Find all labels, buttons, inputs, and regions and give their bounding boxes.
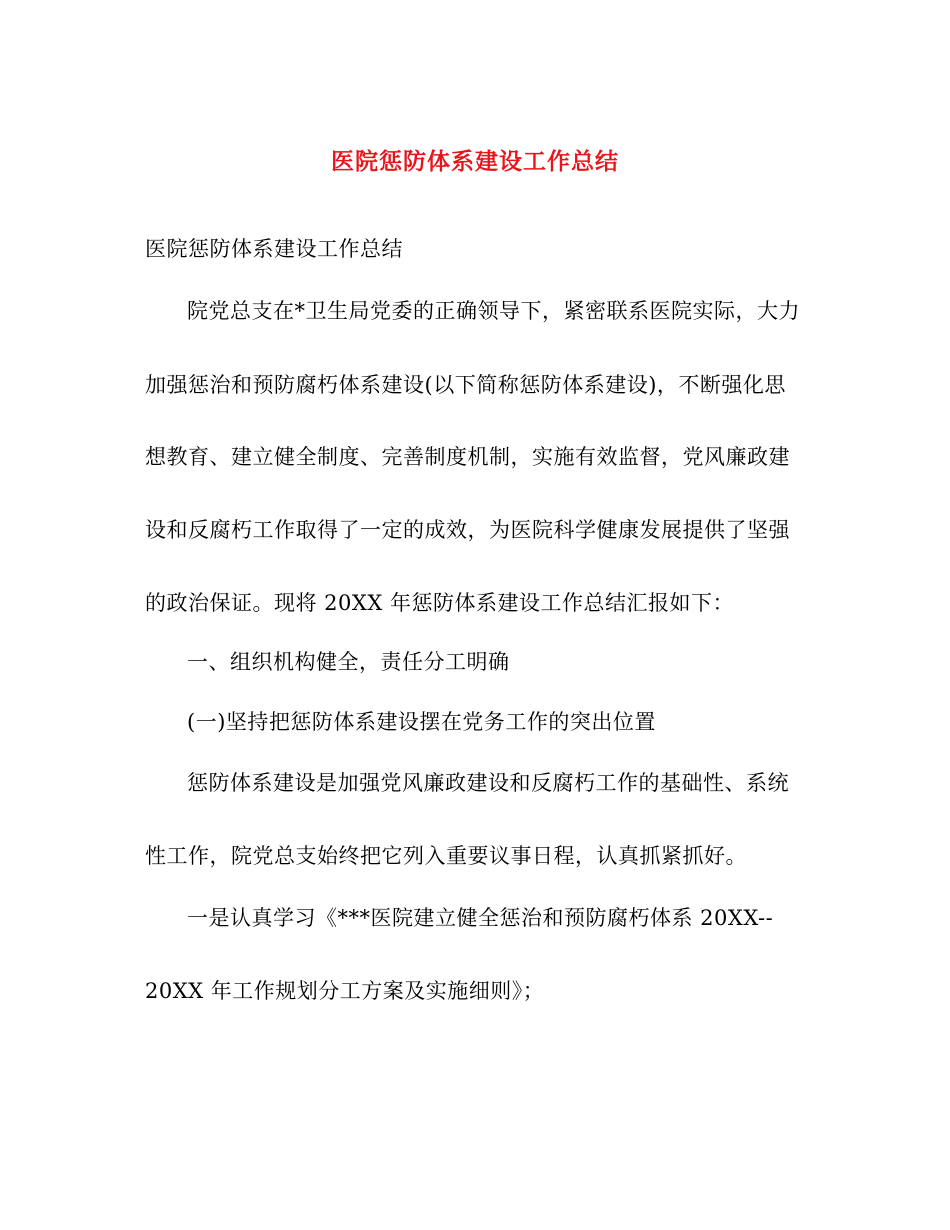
paragraph-3-line-2: 20XX 年工作规划分工方案及实施细则》； (145, 979, 545, 1003)
paragraph-1-line-1: 院党总支在*卫生局党委的正确领导下，紧密联系医院实际，大力 (187, 299, 800, 323)
paragraph-2-line-2: 性工作，院党总支始终把它列入重要议事日程，认真抓紧抓好。 (145, 844, 747, 868)
paragraph-1-line-5: 的政治保证。现将 20XX 年惩防体系建设工作总结汇报如下： (145, 591, 734, 615)
section-heading-2: (一)坚持把惩防体系建设摆在党务工作的突出位置 (187, 710, 656, 734)
paragraph-3-line-1: 一是认真学习《***医院建立健全惩治和预防腐朽体系 20XX-- (187, 906, 774, 930)
paragraph-2-line-1: 惩防体系建设是加强党风廉政建设和反腐朽工作的基础性、系统 (187, 771, 789, 795)
paragraph-1-line-4: 设和反腐朽工作取得了一定的成效，为医院科学健康发展提供了坚强 (145, 518, 790, 542)
document-title: 医院惩防体系建设工作总结 (331, 148, 619, 175)
document-subtitle: 医院惩防体系建设工作总结 (145, 237, 403, 261)
section-heading-1: 一、组织机构健全，责任分工明确 (187, 650, 510, 674)
paragraph-1-line-2: 加强惩治和预防腐朽体系建设(以下简称惩防体系建设)，不断强化思 (145, 373, 786, 397)
paragraph-1-line-3: 想教育、建立健全制度、完善制度机制，实施有效监督，党风廉政建 (145, 445, 790, 469)
